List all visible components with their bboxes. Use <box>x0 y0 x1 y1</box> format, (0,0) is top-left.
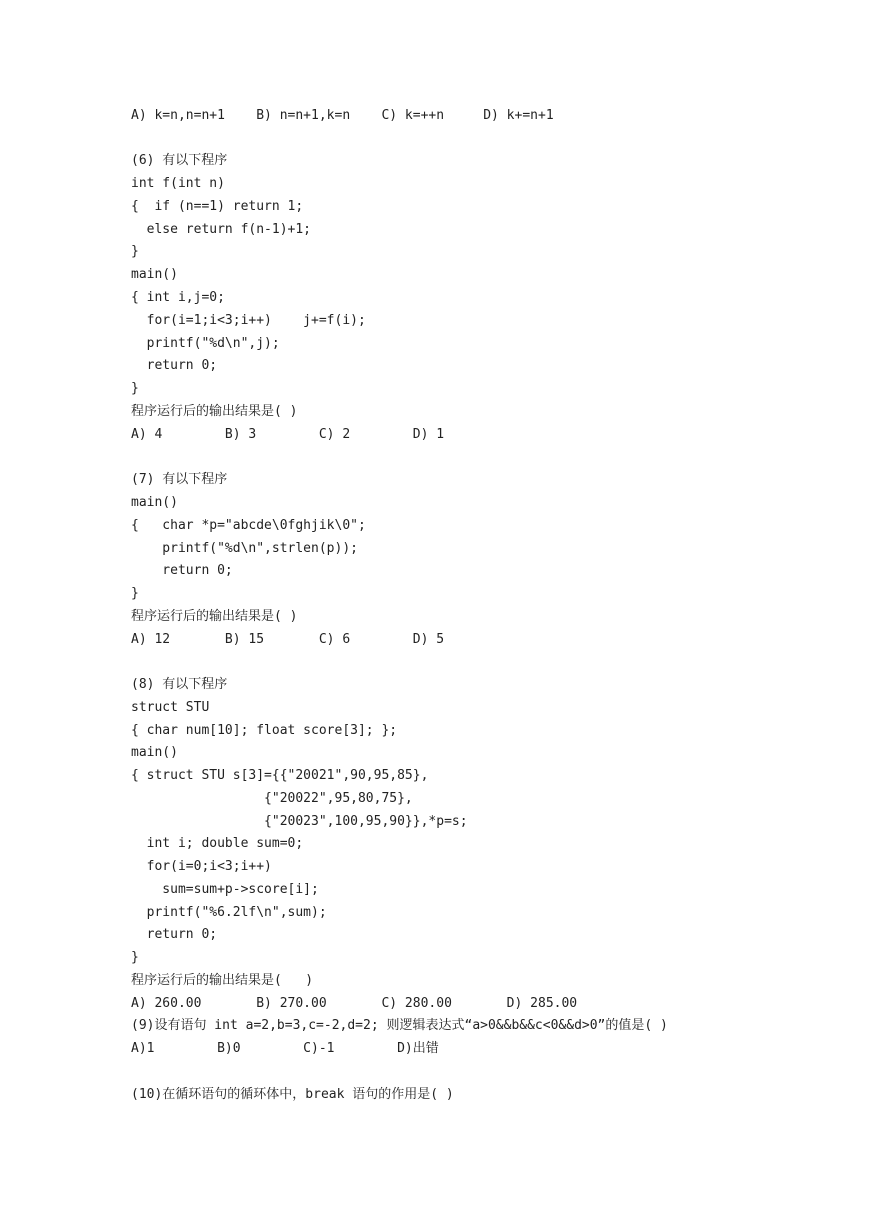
q8-code-line: main() <box>131 745 178 760</box>
q8-options: A) 260.00 B) 270.00 C) 280.00 D) 285.00 <box>131 996 578 1011</box>
q8-code-line: {"20023",100,95,90}},*p=s; <box>131 814 468 829</box>
q6-code-line: for(i=1;i<3;i++) j+=f(i); <box>131 313 366 328</box>
q9-question: (9)设有语句 int a=2,b=3,c=-2,d=2; 则逻辑表达式“a>0&&b&&c<0&&d>0”的值是( ) <box>131 1018 668 1033</box>
q6-code-line: { int i,j=0; <box>131 290 225 305</box>
q7-code-line: { char *p="abcde\0fghjik\0"; <box>131 518 366 533</box>
q8-code-line: {"20022",95,80,75}, <box>131 791 413 806</box>
q8-code-line: int i; double sum=0; <box>131 836 304 851</box>
q6-heading: (6) 有以下程序 <box>131 153 228 168</box>
q8-code-line: { struct STU s[3]={{"20021",90,95,85}, <box>131 768 429 783</box>
q6-code-line: printf("%d\n",j); <box>131 336 280 351</box>
q8-heading: (8) 有以下程序 <box>131 677 228 692</box>
q8-code-line: printf("%6.2lf\n",sum); <box>131 905 327 920</box>
q6-code-line: else return f(n-1)+1; <box>131 222 312 237</box>
q6-code-line: } <box>131 244 139 259</box>
q8-question: 程序运行后的输出结果是( ) <box>131 973 314 988</box>
q7-code-line: main() <box>131 495 178 510</box>
q8-code-line: sum=sum+p->score[i]; <box>131 882 319 897</box>
q6-code-line: { if (n==1) return 1; <box>131 199 304 214</box>
q8-code-line: { char num[10]; float score[3]; }; <box>131 723 398 738</box>
q6-question: 程序运行后的输出结果是( ) <box>131 404 298 419</box>
q6-code-line: int f(int n) <box>131 176 225 191</box>
q7-code-line: printf("%d\n",strlen(p)); <box>131 541 358 556</box>
q7-options: A) 12 B) 15 C) 6 D) 5 <box>131 632 445 647</box>
q5-options: A) k=n,n=n+1 B) n=n+1,k=n C) k=++n D) k+=n+1 <box>131 108 554 123</box>
q7-question: 程序运行后的输出结果是( ) <box>131 609 298 624</box>
q8-code-line: for(i=0;i<3;i++) <box>131 859 272 874</box>
q6-code-line: } <box>131 381 139 396</box>
q10-question: (10)在循环语句的循环体中，break 语句的作用是( ) <box>131 1087 454 1102</box>
q6-options: A) 4 B) 3 C) 2 D) 1 <box>131 427 445 442</box>
q7-heading: (7) 有以下程序 <box>131 472 228 487</box>
q7-code-line: return 0; <box>131 563 233 578</box>
q6-code-line: return 0; <box>131 358 218 373</box>
q7-code-line: } <box>131 586 139 601</box>
q8-code-line: } <box>131 950 139 965</box>
q6-code-line: main() <box>131 267 178 282</box>
q8-code-line: return 0; <box>131 927 218 942</box>
q9-options: A)1 B)0 C)-1 D)出错 <box>131 1041 439 1056</box>
q8-code-line: struct STU <box>131 700 210 715</box>
